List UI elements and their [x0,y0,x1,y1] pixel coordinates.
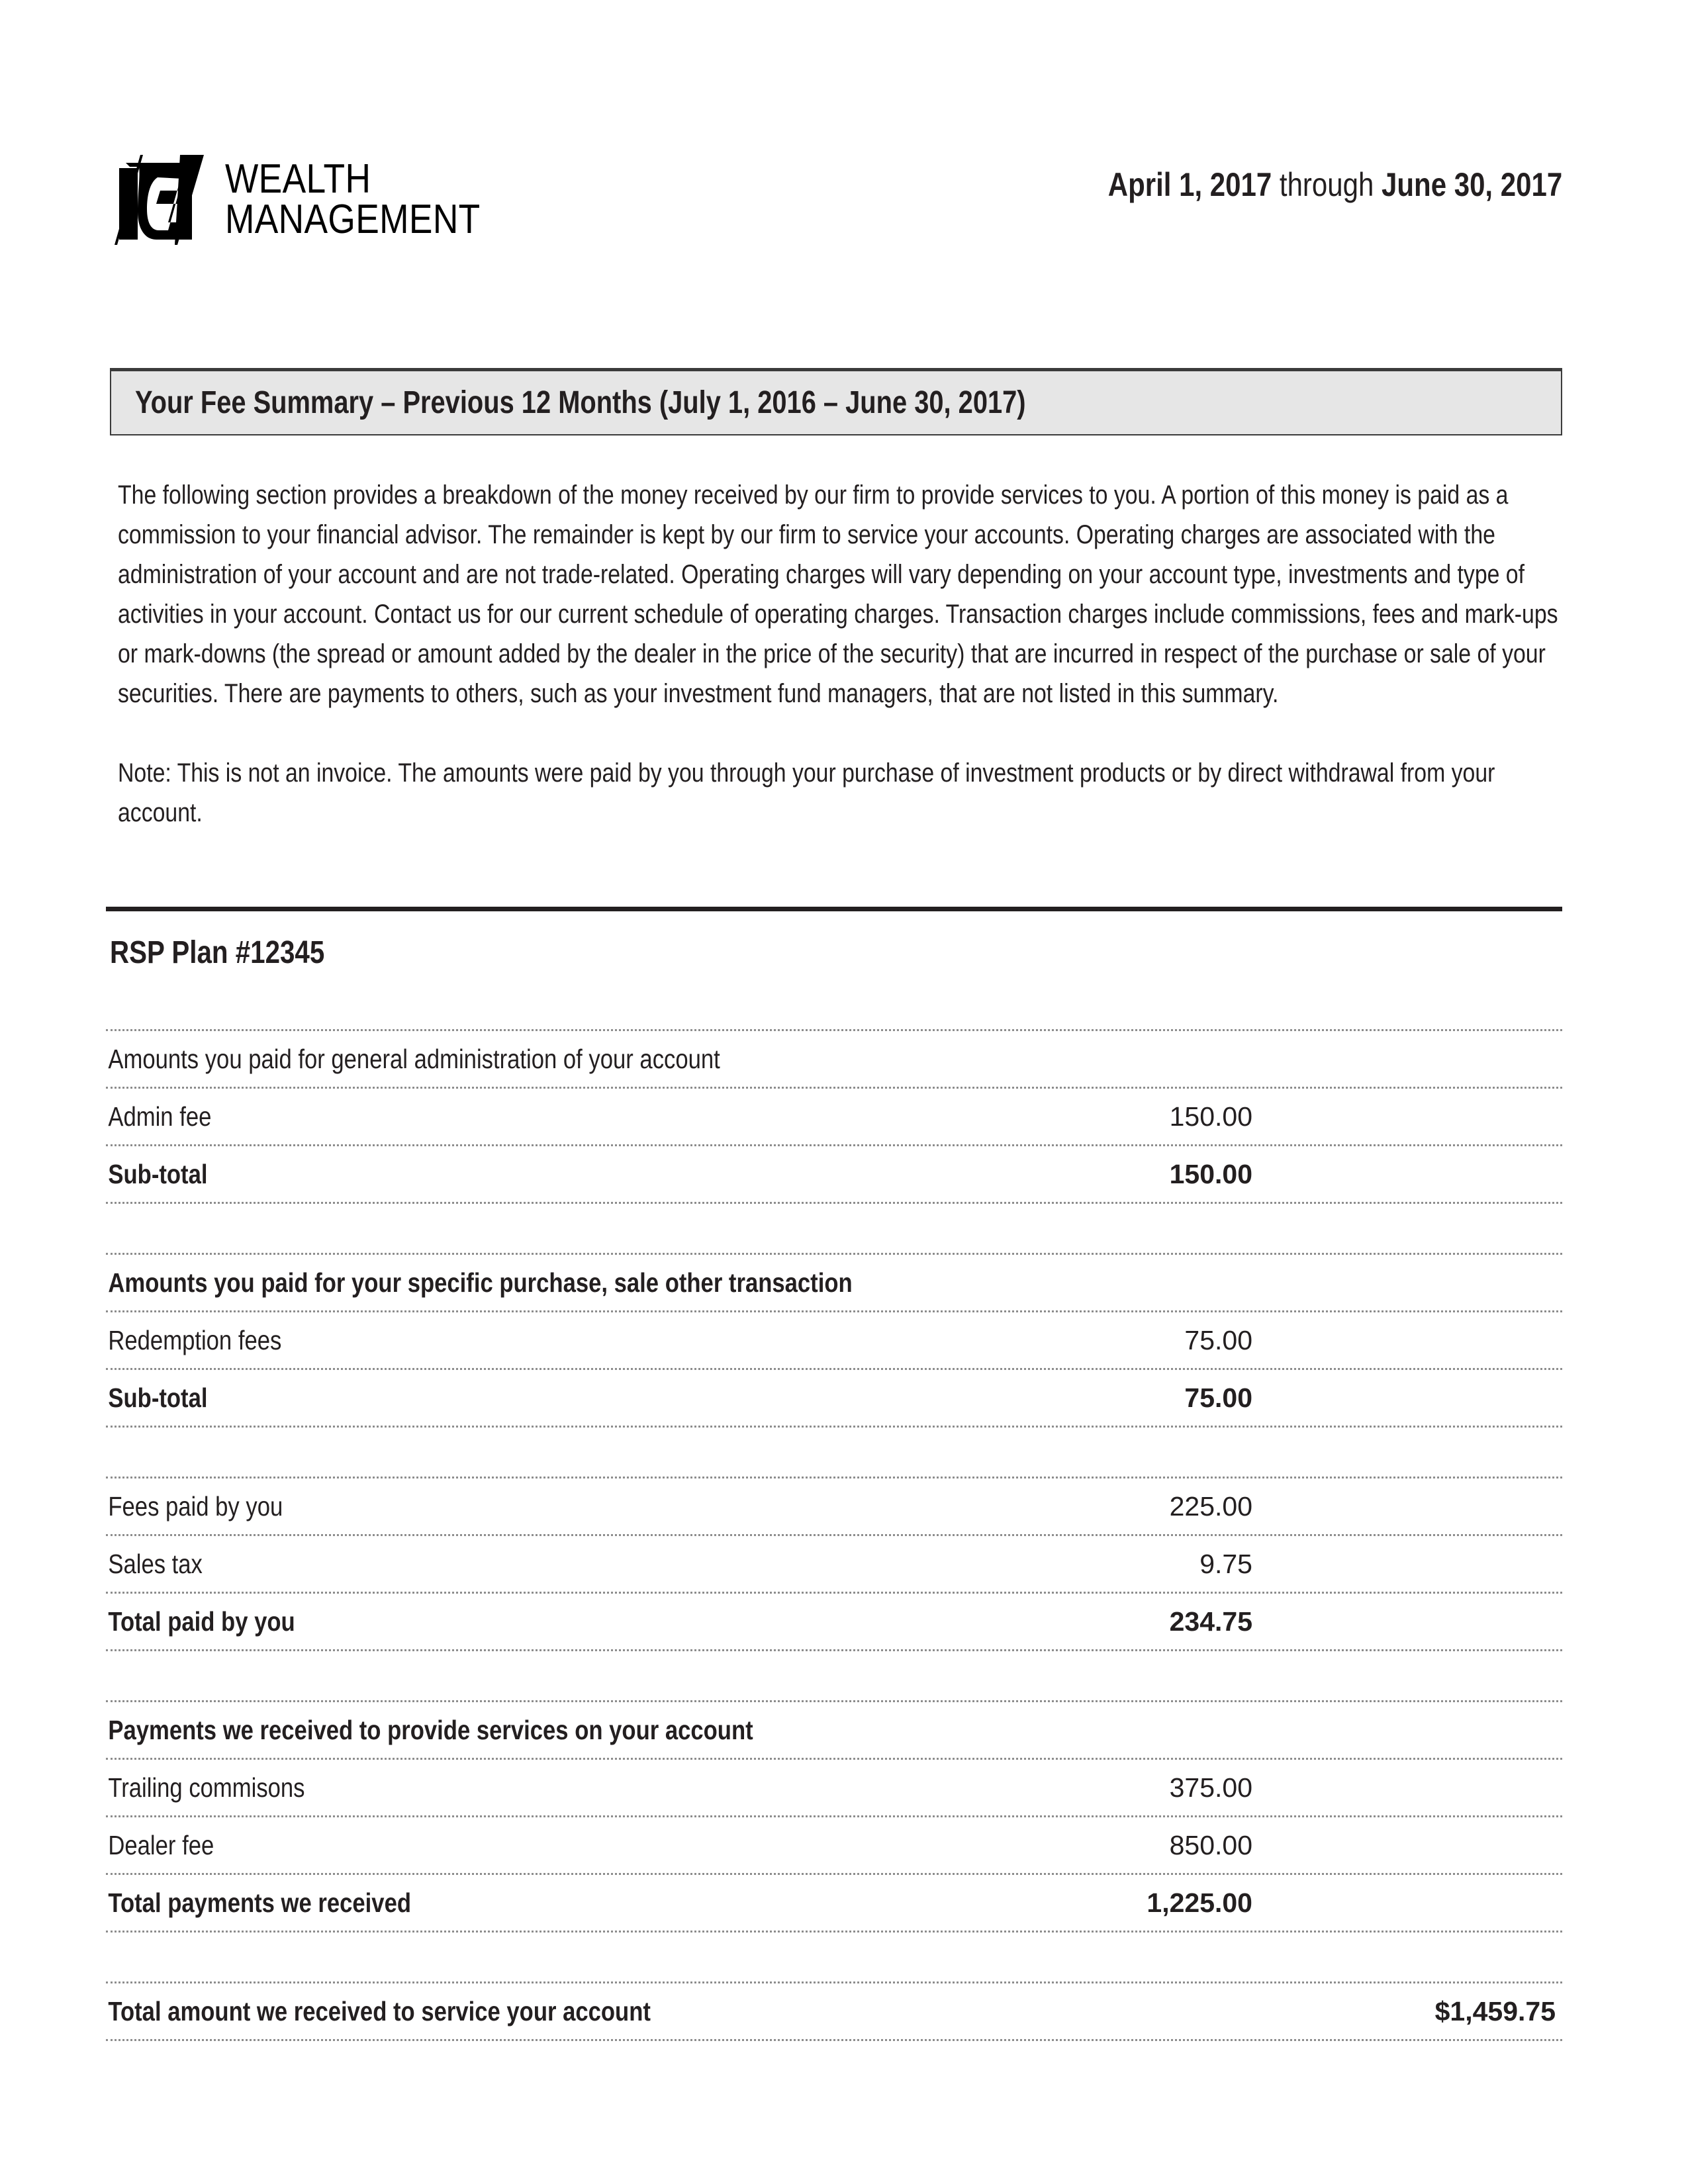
fee-label: Trailing commisons [108,1772,305,1803]
fee-amount: $1,459.75 [1434,1995,1556,2026]
table-row [106,1310,1562,1368]
table-row [106,1758,1562,1815]
intro-note: Note: This is not an invoice. The amounts were paid by you through your purchase of investment products or by direct withdrawal from your account. [118,758,1495,827]
fee-amount: 1,225.00 [1147,1887,1252,1918]
fee-label: Fees paid by you [108,1490,283,1522]
brand-logo [99,154,522,246]
fee-breakdown-table [106,1029,1562,2041]
document-header [0,154,1688,246]
fee-summary-title-bar [110,368,1562,435]
fee-amount: 234.75 [1169,1606,1252,1637]
ig-logo-icon [99,154,213,246]
table-row [106,1368,1562,1426]
brand-wordmark [225,156,481,242]
fee-label: Sub-total [108,1382,208,1413]
fee-amount: 150.00 [1169,1158,1252,1189]
fee-amount: 150.00 [1169,1101,1252,1132]
period-end-date: June 30, 2017 [1381,166,1562,203]
fee-amount: 75.00 [1184,1382,1252,1413]
table-row [106,1981,1562,2041]
fee-amount: 850.00 [1169,1829,1252,1860]
fee-label: Payments we received to provide services on your account [108,1714,753,1745]
table-row [106,1477,1562,1534]
table-spacer-row [106,1202,1562,1253]
brand-line-1: WEALTH [225,156,371,203]
table-row [106,1815,1562,1873]
fee-label: Sub-total [108,1158,208,1189]
table-spacer-row [106,1931,1562,1981]
fee-label: Total paid by you [108,1606,295,1637]
table-row [106,1700,1562,1758]
fee-label: Amounts you paid for general administration of your account [108,1043,720,1074]
fee-label: Amounts you paid for your specific purchase, sale other transaction [108,1267,853,1298]
table-row [106,1253,1562,1310]
intro-paragraph: The following section provides a breakdown of the money received by our firm to provide services to you. A portion of this money is paid as a commission to your financial advisor. The remainder is kept by our firm to service your accounts. Operating charges are associated with the administration of your account and are not trade-related. Operating charges will vary depending on your account type, investments and type of activities in your account. Contact us for our current schedule of operating charges. Transaction charges include commissions, fees and mark-ups or mark-downs (the spread or amount added by the dealer in the price of the security) that are incurred in respect of the purchase or sale of your securities. There are payments to others, such as your investment fund managers, that are not listed in this summary. [118,480,1558,708]
fee-label: Dealer fee [108,1829,214,1860]
fee-label: Sales tax [108,1548,203,1579]
fee-label: Redemption fees [108,1324,282,1355]
period-connector: through [1272,166,1382,203]
table-spacer-row [106,1649,1562,1700]
statement-period [1108,165,1562,204]
plan-title: RSP Plan #12345 [110,935,325,970]
intro-section [118,475,1561,833]
fee-summary-title: Your Fee Summary – Previous 12 Months (July 1, 2016 – June 30, 2017) [135,385,1026,420]
table-row [106,1873,1562,1931]
table-row [106,1144,1562,1202]
brand-line-2: MANAGEMENT [225,197,481,242]
table-row [106,1029,1562,1087]
section-divider [106,907,1562,911]
fee-amount: 75.00 [1184,1324,1252,1355]
fee-label: Admin fee [108,1101,212,1132]
period-start-date: April 1, 2017 [1107,166,1272,203]
fee-label: Total payments we received [108,1887,412,1918]
table-row [106,1592,1562,1649]
table-spacer-row [106,1426,1562,1477]
fee-amount: 225.00 [1169,1490,1252,1522]
fee-amount: 375.00 [1169,1772,1252,1803]
table-row [106,1534,1562,1592]
fee-amount: 9.75 [1199,1548,1252,1579]
fee-label: Total amount we received to service your account [108,1995,651,2026]
table-row [106,1087,1562,1144]
